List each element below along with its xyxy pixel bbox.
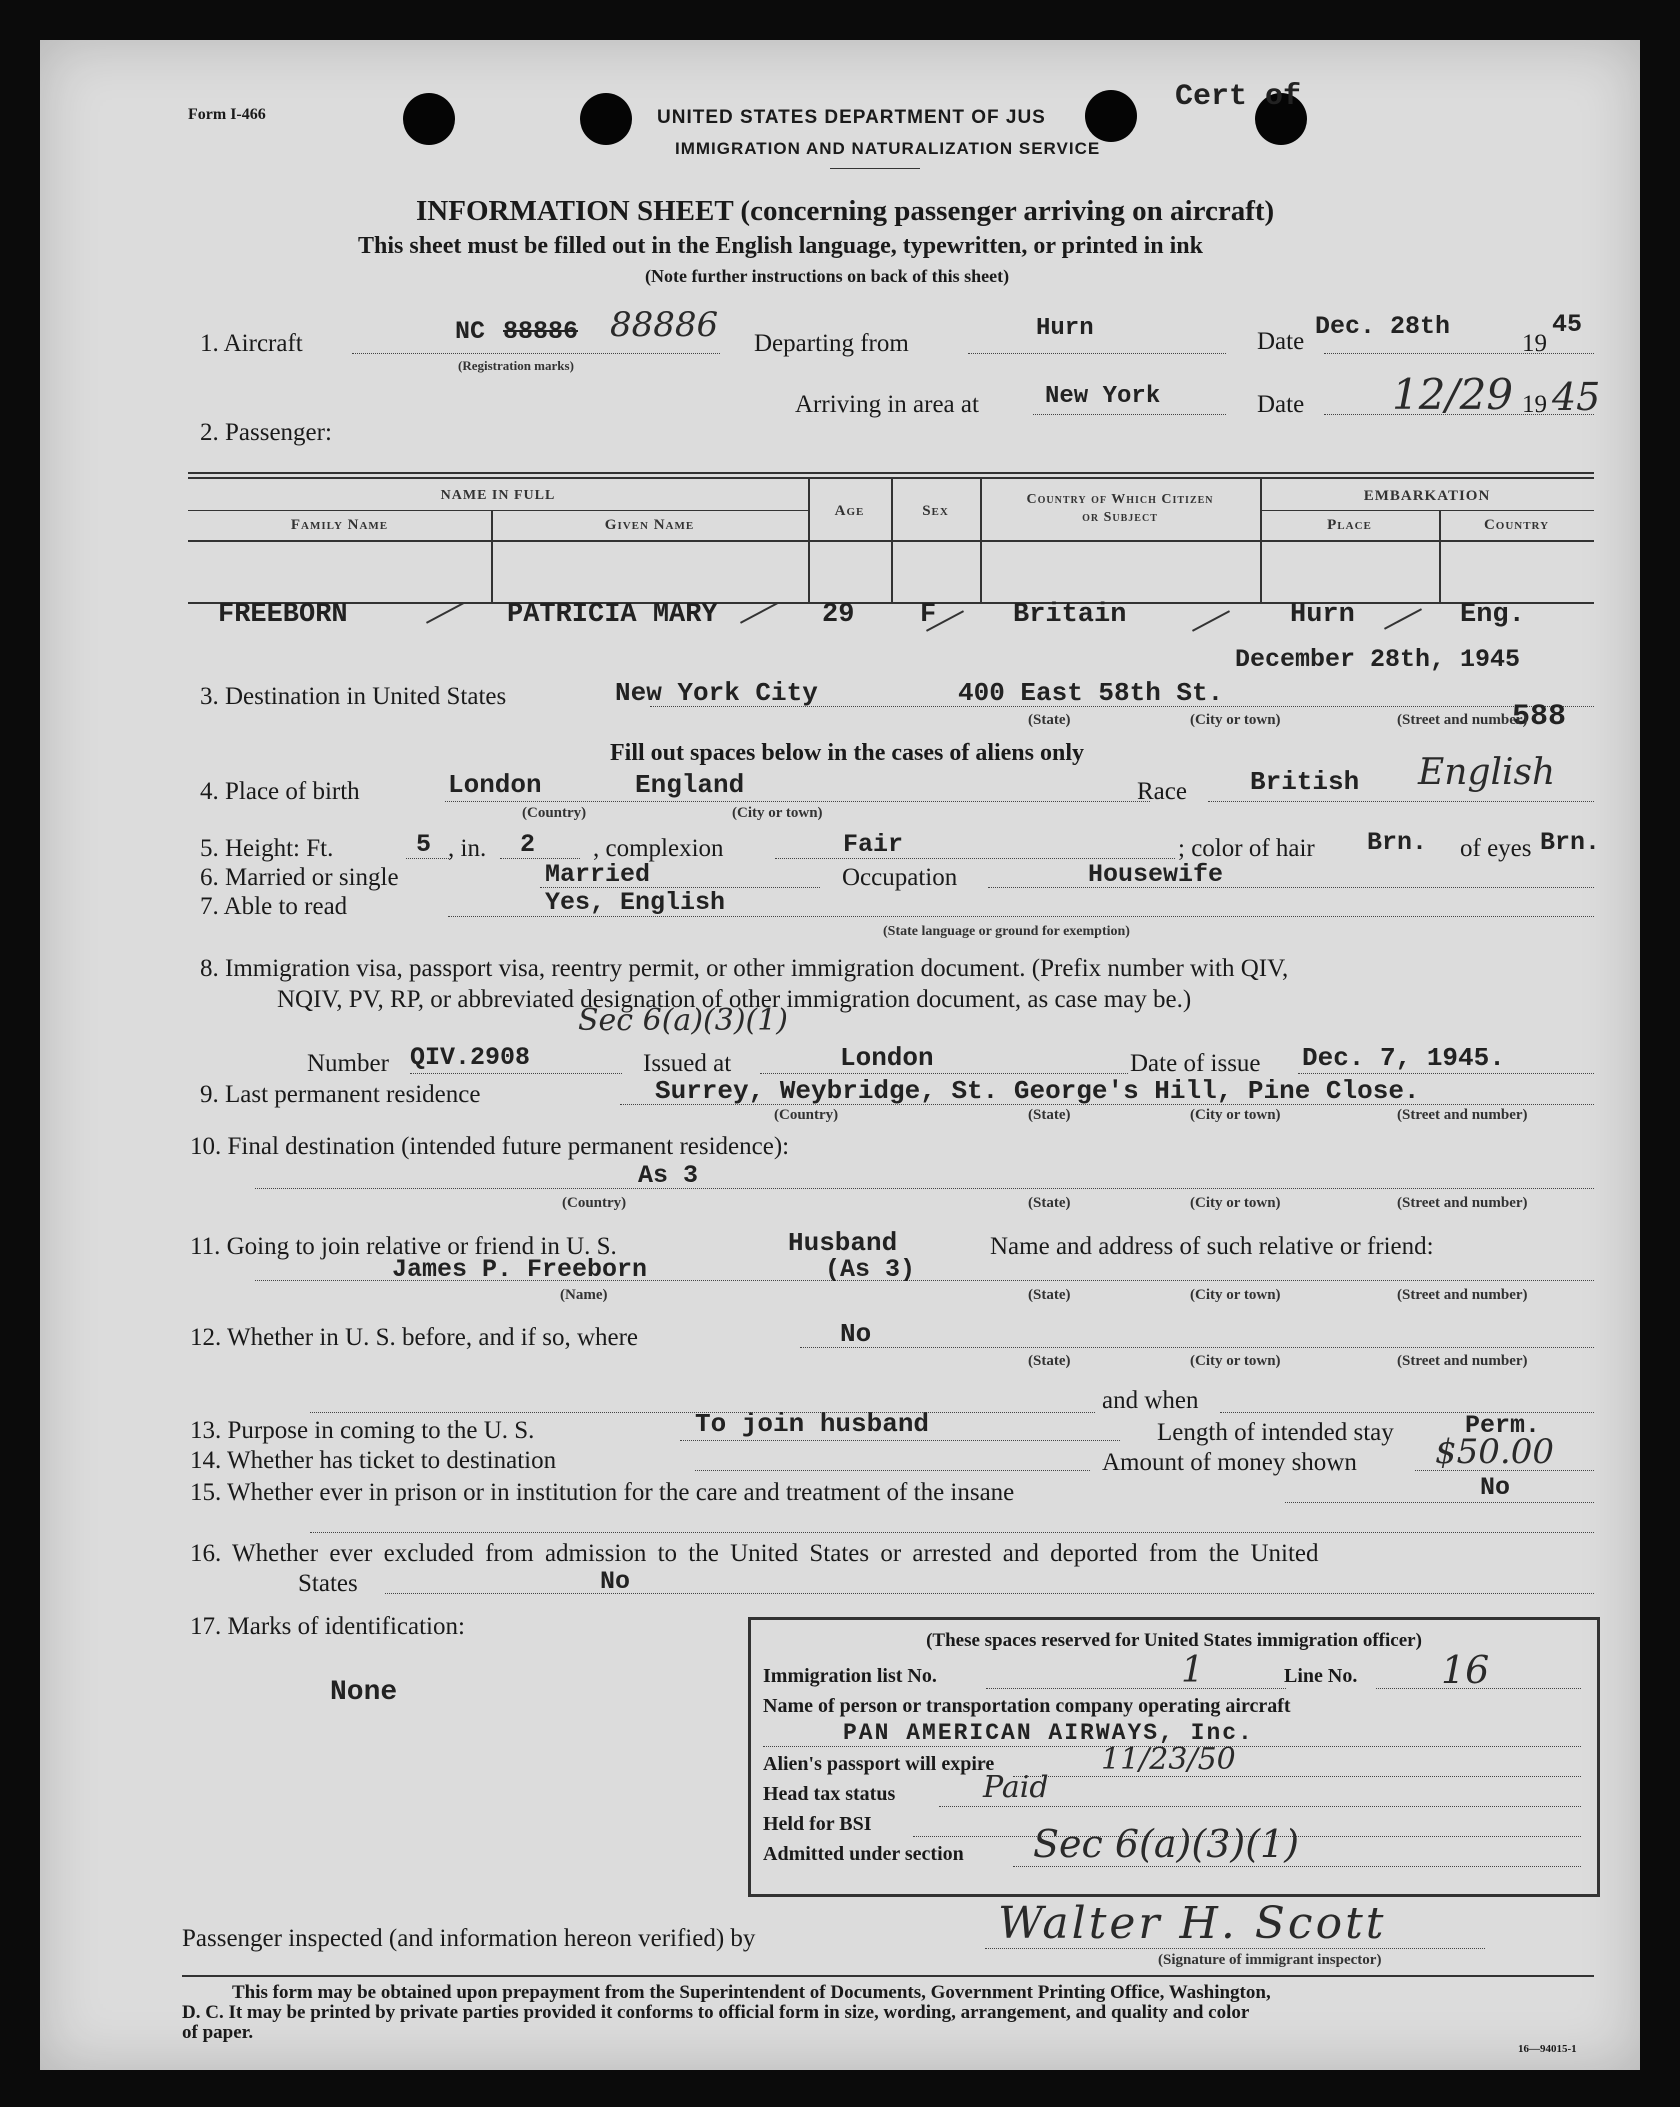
headtax-label: Head tax status (763, 1783, 896, 1805)
caption-street: (Street and number) (1397, 712, 1528, 728)
read-caption: (State language or ground for exemption) (883, 924, 1130, 939)
service-title: IMMIGRATION AND NATURALIZATION SERVICE (675, 139, 1101, 158)
hair-label: ; color of hair (1178, 835, 1315, 862)
doi-line (1298, 1073, 1594, 1074)
occupation-line (988, 887, 1594, 888)
join-name: James P. Freeborn (392, 1255, 648, 1284)
check-mark (1192, 610, 1230, 631)
list-line (986, 1688, 1286, 1689)
eyes-label: of eyes (1460, 835, 1532, 862)
caption-state: (State) (1028, 1353, 1071, 1369)
residence-value: Surrey, Weybridge, St. George's Hill, Pine Close. (655, 1076, 1420, 1106)
birth-city: England (635, 770, 745, 800)
footer-line1: This form may be obtained upon prepayment from the Superintendent of Documents, Government Printing Office, Washington, (232, 1982, 1271, 2003)
prison-line (1285, 1502, 1594, 1503)
header-country-line2: or Subject (1082, 510, 1158, 525)
officer-box (748, 1617, 1600, 1897)
before-line (800, 1347, 1594, 1348)
depart-date-line (1324, 353, 1594, 354)
visa-number-line (410, 1073, 622, 1074)
final-destination-line (255, 1188, 1594, 1189)
married-value: Married (545, 860, 651, 889)
visa-label-line2: NQIV, PV, RP, or abbreviated designation of other immigration document, as case may be.) (277, 986, 1192, 1013)
marks-value: None (330, 1677, 398, 1708)
caption-city: (City or town) (732, 805, 823, 821)
admitted-value: Sec 6(a)(3)(1) (1033, 1822, 1300, 1866)
final-destination-value: As 3 (638, 1161, 699, 1190)
cell-place: Hurn (1290, 600, 1355, 630)
aircraft-prefix: NC (455, 317, 486, 346)
eyes-value: Brn. (1540, 828, 1601, 857)
caption-city: (City or town) (1190, 1353, 1281, 1369)
ticket-label: 14. Whether has ticket to destination (190, 1447, 557, 1474)
complexion-label: , complexion (593, 835, 724, 862)
caption-city: (City or town) (1190, 712, 1281, 728)
depart-year-suffix: 45 (1552, 310, 1583, 339)
depart-date-value: Dec. 28th (1315, 312, 1451, 341)
aircraft-reg-struck: 88886 (503, 317, 579, 346)
caption-city: (City or town) (1190, 1195, 1281, 1211)
inspection-label: Passenger inspected (and information hereon verified) by (182, 1925, 756, 1952)
depart-year-prefix: 19 (1522, 330, 1547, 357)
issued-line (760, 1073, 1128, 1074)
birth-label: 4. Place of birth (200, 778, 360, 805)
height-inches: 2 (520, 830, 536, 859)
passenger-label: 2. Passenger: (200, 419, 332, 446)
occupation-label: Occupation (842, 864, 958, 891)
header-sex: Sex (922, 503, 949, 519)
cell-given-name: PATRICIA MARY (507, 600, 718, 630)
read-label: 7. Able to read (200, 893, 348, 920)
footer-line2: D. C. It may be printed by private parties provided it conforms to official form in size, wording, arrangement, and quality and color (182, 2002, 1250, 2023)
passport-label: Alien's passport will expire (763, 1753, 995, 1775)
birth-line (445, 801, 1150, 802)
passport-value: 11/23/50 (1101, 1742, 1236, 1777)
purpose-label: 13. Purpose in coming to the U. S. (190, 1417, 535, 1444)
caption-name: (Name) (560, 1287, 608, 1303)
visa-number: QIV.2908 (410, 1043, 531, 1072)
height-feet: 5 (416, 830, 432, 859)
complexion-line (775, 858, 1175, 859)
read-value: Yes, English (545, 888, 726, 917)
stay-label: Length of intended stay (1157, 1419, 1394, 1446)
cell-citizen-of: Britain (1013, 600, 1127, 630)
visa-number-label: Number (307, 1050, 389, 1077)
passport-line (1013, 1776, 1581, 1777)
purpose-value: To join husband (695, 1409, 930, 1439)
before-value: No (840, 1319, 872, 1349)
married-label: 6. Married or single (200, 864, 399, 891)
prison-value: No (1480, 1473, 1511, 1502)
list-value: 1 (1181, 1650, 1204, 1691)
marks-label: 17. Marks of identification: (190, 1613, 465, 1640)
bsi-label: Held for BSI (763, 1813, 872, 1835)
purpose-line (680, 1440, 1120, 1441)
issued-label: Issued at (643, 1050, 732, 1077)
arrive-year-suffix: 45 (1552, 375, 1601, 419)
caption-state: (State) (1028, 712, 1071, 728)
inspector-signature: Walter H. Scott (998, 1898, 1387, 1949)
check-mark (426, 602, 464, 623)
arrive-date-label: Date (1257, 391, 1305, 418)
excluded-label-line2: States (298, 1570, 358, 1597)
before-label: 12. Whether in U. S. before, and if so, where (190, 1324, 639, 1351)
punch-hole (403, 93, 455, 145)
departing-line (968, 353, 1226, 354)
instruction-text: This sheet must be filled out in the English language, typewritten, or printed in ink (358, 233, 1203, 259)
issued-value: London (840, 1043, 934, 1073)
and-when-label: and when (1102, 1387, 1199, 1414)
arriving-line (1033, 414, 1226, 415)
doi-value: Dec. 7, 1945. (1302, 1043, 1505, 1073)
admitted-line (1013, 1866, 1581, 1867)
prison-label: 15. Whether ever in prison or in institution for the care and treatment of the insane (190, 1479, 1015, 1506)
caption-state: (State) (1028, 1107, 1071, 1123)
aliens-note: Fill out spaces below in the cases of aliens only (610, 740, 1085, 766)
registration-caption: (Registration marks) (458, 358, 574, 373)
hair-value: Brn. (1367, 828, 1428, 857)
form-number: Form I-466 (188, 106, 266, 123)
excluded-line (385, 1593, 1594, 1594)
corner-stamp: Cert of (1175, 80, 1302, 114)
caption-street: (Street and number) (1397, 1195, 1528, 1211)
money-label: Amount of money shown (1102, 1449, 1357, 1476)
caption-country: (Country) (774, 1107, 839, 1123)
complexion-value: Fair (843, 830, 904, 859)
header-country-line1: Country of Which Citizen (1026, 492, 1214, 507)
headtax-value: Paid (983, 1770, 1049, 1805)
punch-hole (1085, 90, 1137, 142)
cell-sex: F (920, 600, 937, 630)
birth-country: London (448, 770, 542, 800)
visa-hand-note: Sec 6(a)(3)(1) (578, 1003, 789, 1038)
punch-hole (580, 93, 632, 145)
join-address: (As 3) (825, 1255, 916, 1284)
excluded-label-line1: 16. Whether ever excluded from admission to the United States or arrested and deported from the United (190, 1540, 1319, 1567)
join-label: 11. Going to join relative or friend in U. S. (190, 1233, 617, 1260)
officer-box-title: (These spaces reserved for United States immigration officer) (926, 1630, 1422, 1651)
caption-street: (Street and number) (1397, 1107, 1528, 1123)
race-value: British (1250, 767, 1360, 797)
table-rule-top (188, 472, 1594, 474)
cell-country: Eng. (1460, 600, 1525, 630)
table-rule-bottom (188, 602, 1594, 604)
join-relation: Husband (788, 1228, 898, 1258)
header-given-name: Given Name (604, 517, 695, 533)
caption-city: (City or town) (1190, 1287, 1281, 1303)
table-rule-emb (1260, 510, 1594, 511)
header-name-in-full: NAME IN FULL (440, 488, 556, 503)
company-value: PAN AMERICAN AIRWAYS, Inc. (843, 1720, 1254, 1746)
destination-date-note: December 28th, 1945 (1235, 645, 1521, 674)
arriving-value: New York (1045, 383, 1161, 410)
headtax-line (939, 1806, 1581, 1807)
company-label: Name of person or transportation company operating aircraft (763, 1695, 1291, 1717)
doi-label: Date of issue (1130, 1050, 1261, 1077)
destination-street: 400 East 58th St. (958, 678, 1224, 708)
line-label: Line No. (1284, 1665, 1358, 1687)
visa-label-line1: 8. Immigration visa, passport visa, reentry permit, or other immigration document. (Prefix number with QIV, (200, 955, 1289, 982)
footer-line3: of paper. (182, 2022, 254, 2043)
arrive-date-hand: 12/29 (1392, 370, 1514, 419)
caption-street: (Street and number) (1397, 1287, 1528, 1303)
arriving-label: Arriving in area at (795, 391, 979, 418)
arrive-year-prefix: 19 (1522, 391, 1547, 418)
table-col-divider (808, 478, 810, 602)
ticket-line (695, 1470, 1090, 1471)
destination-state: New York City (615, 678, 818, 708)
aircraft-label: 1. Aircraft (200, 330, 303, 357)
footer-code: 16—94015-1 (1518, 2043, 1577, 2055)
table-col-divider (891, 478, 893, 602)
admitted-label: Admitted under section (763, 1843, 964, 1865)
header-country: Country (1483, 517, 1550, 533)
caption-state: (State) (1028, 1287, 1071, 1303)
note-text: (Note further instructions on back of this sheet) (645, 266, 1010, 286)
header-rule (830, 168, 920, 169)
caption-street: (Street and number) (1397, 1353, 1528, 1369)
departing-label: Departing from (754, 330, 909, 357)
cell-family-name: FREEBORN (218, 600, 348, 630)
signature-caption: (Signature of immigrant inspector) (1158, 1952, 1382, 1968)
money-value: $50.00 (1435, 1432, 1554, 1472)
department-title: UNITED STATES DEPARTMENT OF JUS (657, 107, 1046, 128)
aircraft-reg-handwritten: 88886 (610, 305, 719, 345)
list-label: Immigration list No. (763, 1665, 937, 1687)
aircraft-line (352, 353, 720, 354)
prison-extra-line (310, 1532, 1594, 1533)
check-mark (740, 602, 778, 623)
cell-age: 29 (822, 600, 855, 630)
residence-label: 9. Last permanent residence (200, 1081, 481, 1108)
footer-rule (182, 1975, 1594, 1977)
caption-city: (City or town) (1190, 1107, 1281, 1123)
destination-number: 588 (1512, 700, 1567, 734)
header-embarkation: EMBARKATION (1363, 488, 1491, 504)
form-sheet (40, 40, 1640, 2070)
header-family-name: Family Name (290, 517, 389, 533)
final-destination-label: 10. Final destination (intended future permanent residence): (190, 1133, 790, 1160)
depart-date-label: Date (1257, 328, 1305, 355)
page-title: INFORMATION SHEET (concerning passenger arriving on aircraft) (416, 195, 1275, 227)
race-line (1208, 801, 1594, 802)
race-label: Race (1137, 778, 1187, 805)
join-name-label: Name and address of such relative or friend: (990, 1233, 1434, 1260)
header-place: Place (1327, 517, 1372, 533)
caption-country: (Country) (522, 805, 587, 821)
race-handwritten: English (1418, 752, 1556, 793)
excluded-value: No (600, 1567, 631, 1596)
caption-country: (Country) (562, 1195, 627, 1211)
check-mark (1384, 608, 1422, 629)
departing-value: Hurn (1036, 315, 1094, 342)
line-value: 16 (1441, 1648, 1490, 1692)
caption-state: (State) (1028, 1195, 1071, 1211)
header-age: Age (834, 503, 865, 519)
inches-label: , in. (448, 835, 487, 862)
inches-line (500, 858, 580, 859)
destination-label: 3. Destination in United States (200, 683, 507, 710)
height-label: 5. Height: Ft. (200, 835, 334, 862)
occupation-value: Housewife (1088, 860, 1224, 889)
table-rule-name (188, 510, 808, 511)
stay-value: Perm. (1465, 1411, 1541, 1440)
